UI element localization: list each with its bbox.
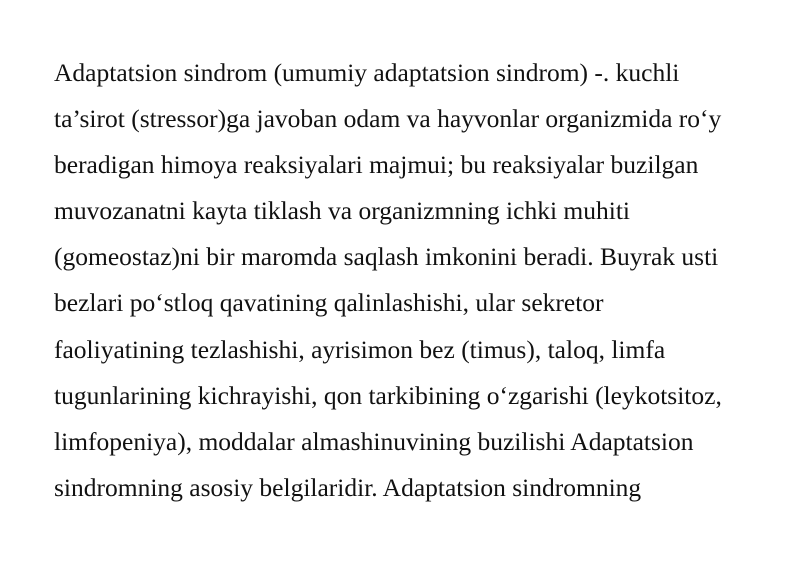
text-line: ta’sirot (stressor)ga javoban odam va hayvonlar organizmida ro‘y: [54, 104, 722, 134]
text-line: Adaptatsion sindrom (umumiy adaptatsion sindrom) -. kuchli: [54, 58, 680, 87]
body-paragraph: [54, 50, 774, 511]
text-line: muvozanatni kayta tiklash va organizmning ichki muhiti: [54, 196, 630, 226]
text-line: (gomeostaz)ni bir maromda saqlash imkonini beradi. Buyrak usti: [54, 242, 719, 272]
text-line: tugunlarining kichrayishi, qon tarkibining o‘zgarishi (leykotsitoz,: [54, 380, 722, 410]
text-line: sindromning asosiy belgilaridir. Adaptatsion sindromning: [54, 472, 642, 502]
text-line: bezlari po‘stloq qavatining qalinlashishi, ular sekretor: [54, 288, 604, 318]
text-line: beradigan himoya reaksiyalari majmui; bu reaksiyalar buzilgan: [54, 150, 699, 180]
text-line: faoliyatining tezlashishi, ayrisimon bez (timus), taloq, limfa: [54, 334, 666, 364]
text-line: limfopeniya), moddalar almashinuvining buzilishi Adaptatsion: [54, 426, 694, 456]
